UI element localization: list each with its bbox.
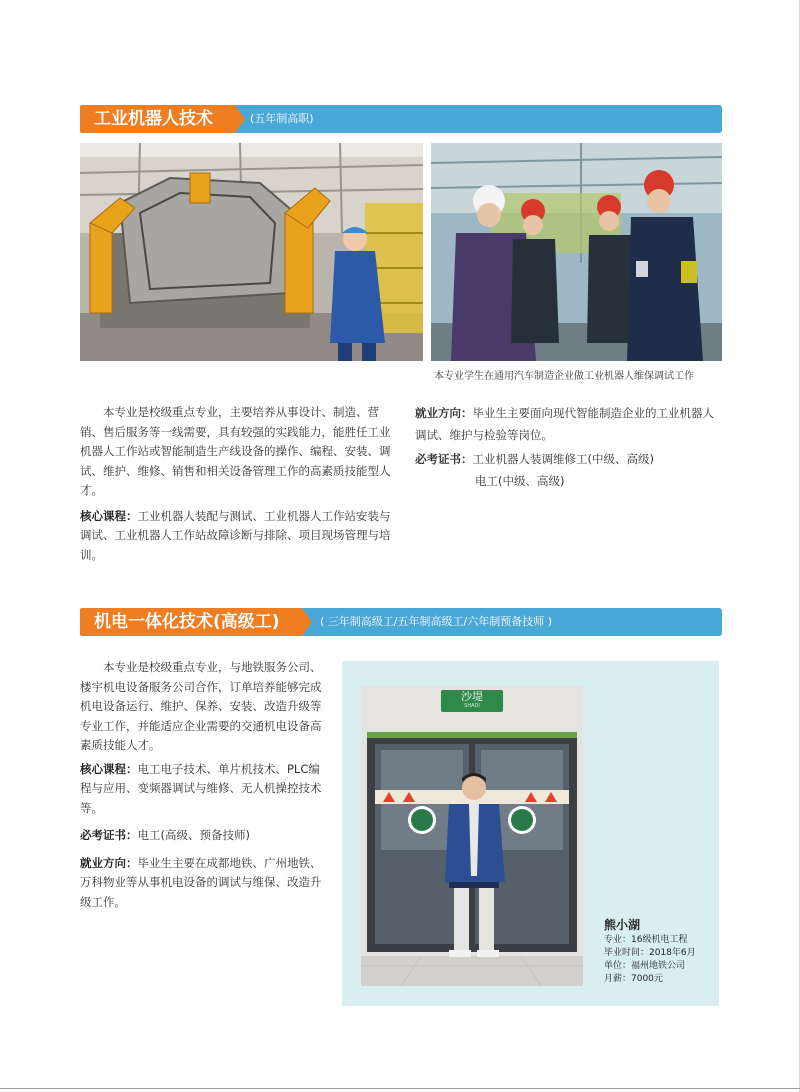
station-sign-text: 沙堤 xyxy=(461,690,483,703)
employment-text: 毕业生主要在成都地铁、广州地铁、万科物业等从事机电设备的调试与维保、改造升级工作。 xyxy=(80,855,322,909)
photo-technicians-maintenance xyxy=(431,143,722,361)
core-courses-text: 电工电子技术、单片机技术、PLC编程与应用、变频器调试与维修、无人机操控技术等。 xyxy=(80,761,322,815)
section-banner-robotics xyxy=(80,105,722,133)
cert-line-2: 电工(中级、高级) xyxy=(475,474,565,488)
mechatronics-description xyxy=(80,658,330,912)
robotics-intro: 本专业是校级重点专业，主要培养从事设计、制造、营销、售后服务等一线需要，具有较强的实践能力，能胜任工业机器人工作站或智能制造生产线设备的操作、编程、安装、调试、维护、维修、销售和相关设备管理工作的高素质技能型人才。 xyxy=(80,405,391,497)
graduate-salary: 月薪：7000元 xyxy=(604,974,663,984)
core-courses-text: 工业机器人装配与测试、工业机器人工作站安装与调试、工业机器人工作站故障诊断与排除、项目现场管理与培训。 xyxy=(80,508,391,562)
mechatronics-core-courses xyxy=(80,760,330,819)
mechatronics-employment xyxy=(80,854,330,913)
employment-direction xyxy=(415,402,725,446)
cert-text: 电工(高级、预备技师) xyxy=(137,828,250,842)
robotics-description xyxy=(80,403,392,565)
section-title: 机电一体化技术(高级工) xyxy=(80,608,302,636)
photo-caption: 本专业学生在通用汽车制造企业做工业机器人维保调试工作 xyxy=(434,371,694,382)
section-subtitle: ( 三年制高级工/五年制高级工/六年制预备技师 ) xyxy=(320,615,552,628)
robotics-career-info xyxy=(415,402,725,492)
section-subtitle: (五年制高职) xyxy=(250,112,314,125)
cert-line-1: 工业机器人装调维修工(中级、高级) xyxy=(472,452,654,466)
employment-label: 就业方向： xyxy=(415,406,473,420)
cert-label: 必考证书： xyxy=(415,452,473,466)
graduate-name: 熊小湖 xyxy=(604,918,641,932)
station-sign-english: SHADI xyxy=(464,703,480,709)
section-title: 工业机器人技术 xyxy=(80,105,235,133)
photo-robot-assembly-line xyxy=(80,143,423,361)
graduate-profile-card xyxy=(604,917,716,986)
mechatronics-intro: 本专业是校级重点专业，与地铁服务公司、楼宇机电设备服务公司合作，订单培养能够完成机电设备运行、维护、保养、安装、改造升级等专业工作，并能适应企业需要的交通机电设备高素质技能人才。 xyxy=(80,660,322,752)
section-banner-mechatronics xyxy=(80,608,722,636)
graduate-major: 专业：16级机电工程 xyxy=(604,935,688,945)
graduate-grad-date: 毕业时间：2018年6月 xyxy=(604,948,696,958)
required-certificates xyxy=(415,448,725,470)
cert-label: 必考证书： xyxy=(80,828,138,842)
robotics-core-courses xyxy=(80,507,392,566)
core-courses-label: 核心课程： xyxy=(80,761,138,776)
employment-text: 毕业生主要面向现代智能制造企业的工业机器人调试、维护与检验等岗位。 xyxy=(415,406,714,442)
mechatronics-certificates xyxy=(80,826,330,846)
bottom-rule xyxy=(0,1088,800,1089)
photo-graduate-metro-station xyxy=(361,686,583,986)
employment-label: 就业方向： xyxy=(80,855,138,870)
core-courses-label: 核心课程： xyxy=(80,508,138,523)
graduate-employer: 单位：福州地铁公司 xyxy=(604,961,686,971)
